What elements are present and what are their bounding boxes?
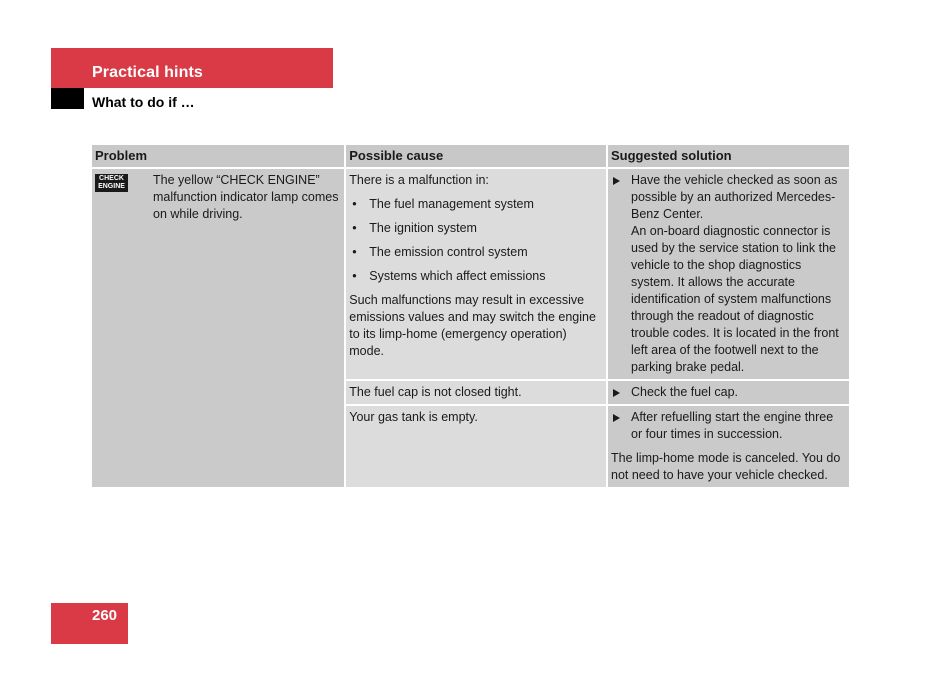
cause-note: Such malfunctions may result in excessive emissions values and may switch the engine to its limp-home (emergency operation) mode.	[349, 293, 596, 358]
header-problem: Problem	[92, 145, 345, 168]
section-title: Practical hints	[92, 64, 203, 81]
solution-note: The limp-home mode is canceled. You do not need to have your vehicle checked.	[611, 451, 841, 482]
cause-cell: Your gas tank is empty.	[345, 405, 607, 487]
solution-cell	[607, 380, 849, 405]
solution-cell	[607, 168, 849, 380]
section-tab-marker	[51, 88, 84, 109]
list-item: • The fuel management system	[349, 196, 603, 213]
solution-action-text: Have the vehicle checked as soon as possible by an authorized Mercedes-Benz Center.	[631, 173, 838, 221]
solution-action	[611, 172, 846, 376]
page-number-box	[51, 603, 128, 644]
cause-intro: There is a malfunction in:	[349, 173, 489, 187]
list-item: • Systems which affect emissions	[349, 268, 603, 285]
solution-cell	[607, 405, 849, 487]
list-item: • The ignition system	[349, 220, 603, 237]
cause-cell: The fuel cap is not closed tight.	[345, 380, 607, 405]
check-engine-icon-line1: CHECK	[99, 175, 124, 182]
table-header-row	[92, 145, 849, 168]
solution-action: After refuelling start the engine three or four times in succession.	[611, 409, 846, 443]
problem-text: The yellow “CHECK ENGINE” malfunction indicator lamp comes on while driving.	[153, 173, 339, 221]
troubleshooting-table	[92, 145, 849, 487]
solution-action-continued: An on-board diagnostic connector is used by the service station to link the vehicle to the shop diagnostics system. It allows the accurate identification of system malfunctions through the readout of diagnostic trouble codes. It is located in the front left area of the footwell next to the parking brake pedal.	[631, 224, 839, 374]
header-suggested-solution: Suggested solution	[607, 145, 849, 168]
check-engine-icon-line2: ENGINE	[98, 183, 125, 190]
check-engine-icon	[95, 174, 128, 192]
list-item: • The emission control system	[349, 244, 603, 261]
table-row	[92, 168, 849, 380]
subsection-title: What to do if …	[92, 94, 195, 110]
section-banner	[51, 48, 333, 88]
cause-list	[349, 196, 603, 285]
cause-cell	[345, 168, 607, 380]
problem-cell	[92, 168, 345, 487]
solution-action: Check the fuel cap.	[611, 384, 846, 401]
header-possible-cause: Possible cause	[345, 145, 607, 168]
page-number: 260	[92, 607, 118, 624]
